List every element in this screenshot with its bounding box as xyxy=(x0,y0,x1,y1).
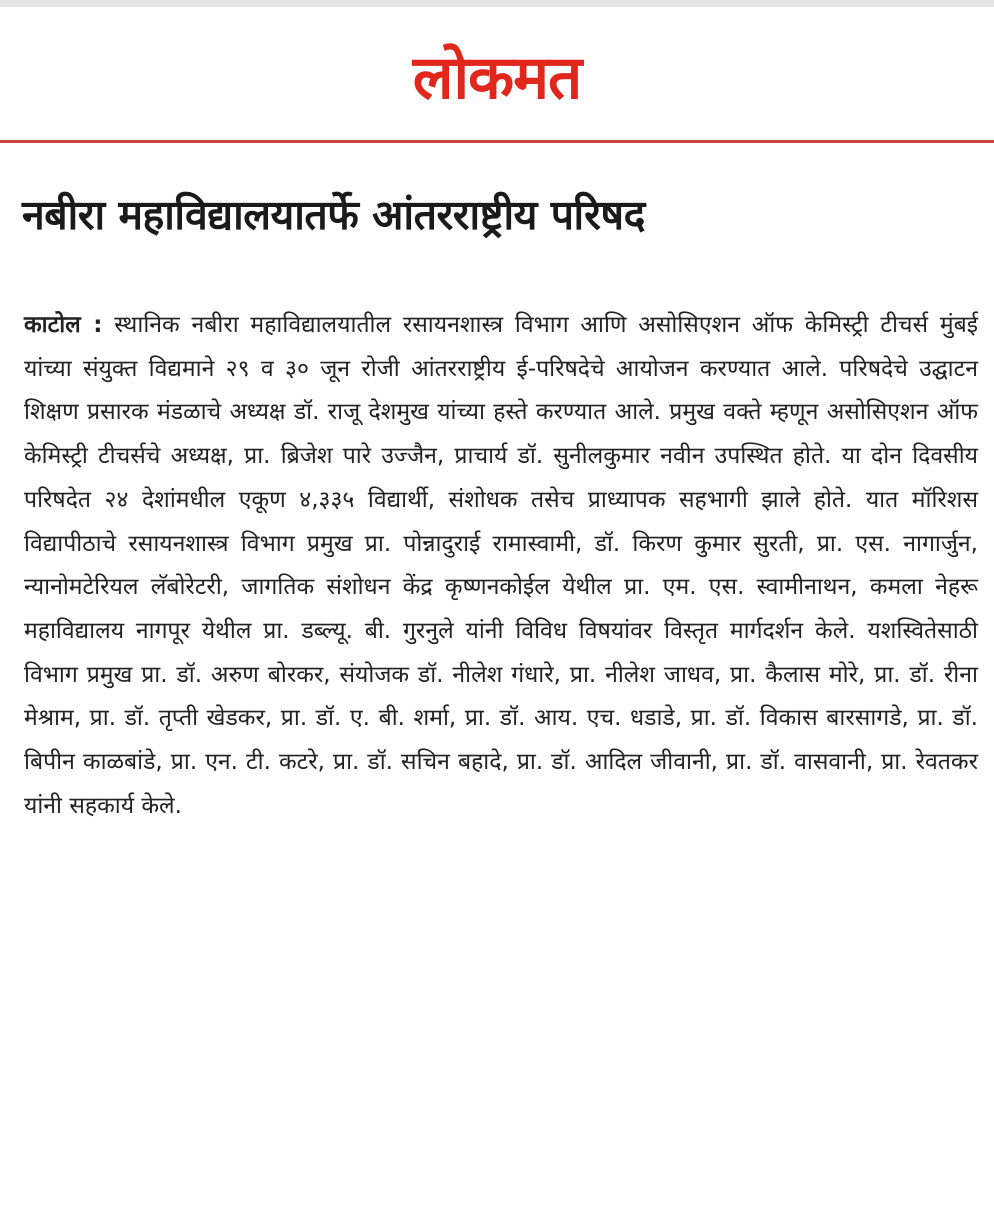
newspaper-logo: लोकमत xyxy=(412,42,582,113)
top-strip xyxy=(0,0,994,7)
article-body xyxy=(24,304,978,828)
article-headline: नबीरा महाविद्यालयातर्फे आंतरराष्ट्रीय परिषद xyxy=(22,191,645,239)
masthead-divider xyxy=(0,140,994,143)
article-text: स्थानिक नबीरा महाविद्यालयातील रसायनशास्त्र विभाग आणि असोसिएशन ऑफ केमिस्ट्री टीचर्स मुंबई यांच्या संयुक्त विद्यमाने २९ व ३० जून रोजी आंतरराष्ट्रीय ई-परिषदेचे आयोजन करण्यात आले. परिषदेचे उद्घाटन शिक्षण प्रसारक मंडळाचे अध्यक्ष डॉ. राजू देशमुख यांच्या हस्ते करण्यात आले. प्रमुख वक्ते म्हणून असोसिएशन ऑफ केमिस्ट्री टीचर्सचे अध्यक्ष, प्रा. ब्रिजेश पारे उज्जैन, प्राचार्य डॉ. सुनीलकुमार नवीन उपस्थित होते. या दोन दिवसीय परिषदेत २४ देशांमधील एकूण ४,३३५ विद्यार्थी, संशोधक तसेच प्राध्यापक सहभागी झाले होते. यात मॉरिशस विद्यापीठाचे रसायनशास्त्र विभाग प्रमुख प्रा. पोन्नादुराई रामास्वामी, डॉ. किरण कुमार सुरती, प्रा. एस. नागार्जुन, न्यानोमटेरियल लॅबोरेटरी, जागतिक संशोधन केंद्र कृष्णनकोईल येथील प्रा. एम. एस. स्वामीनाथन, कमला नेहरू महाविद्यालय नागपूर येथील प्रा. डब्ल्यू. बी. गुरनुले यांनी विविध विषयांवर विस्तृत मार्गदर्शन केले. यशस्वितेसाठी विभाग प्रमुख प्रा. डॉ. अरुण बोरकर, संयोजक डॉ. नीलेश गंधारे, प्रा. नीलेश जाधव, प्रा. कैलास मोरे, प्रा. डॉ. रीना मेश्राम, प्रा. डॉ. तृप्ती खेडकर, प्रा. डॉ. ए. बी. शर्मा, प्रा. डॉ. आय. एच. धडाडे, प्रा. डॉ. विकास बारसागडे, प्रा. डॉ. बिपीन काळबांडे, प्रा. एन. टी. कटरे, प्रा. डॉ. सचिन बहादे, प्रा. डॉ. आदिल जीवानी, प्रा. डॉ. वासवानी, प्रा. रेवतकर यांनी सहकार्य केले. xyxy=(24,312,979,819)
article-dateline: काटोल : xyxy=(24,312,103,338)
masthead xyxy=(0,7,994,140)
